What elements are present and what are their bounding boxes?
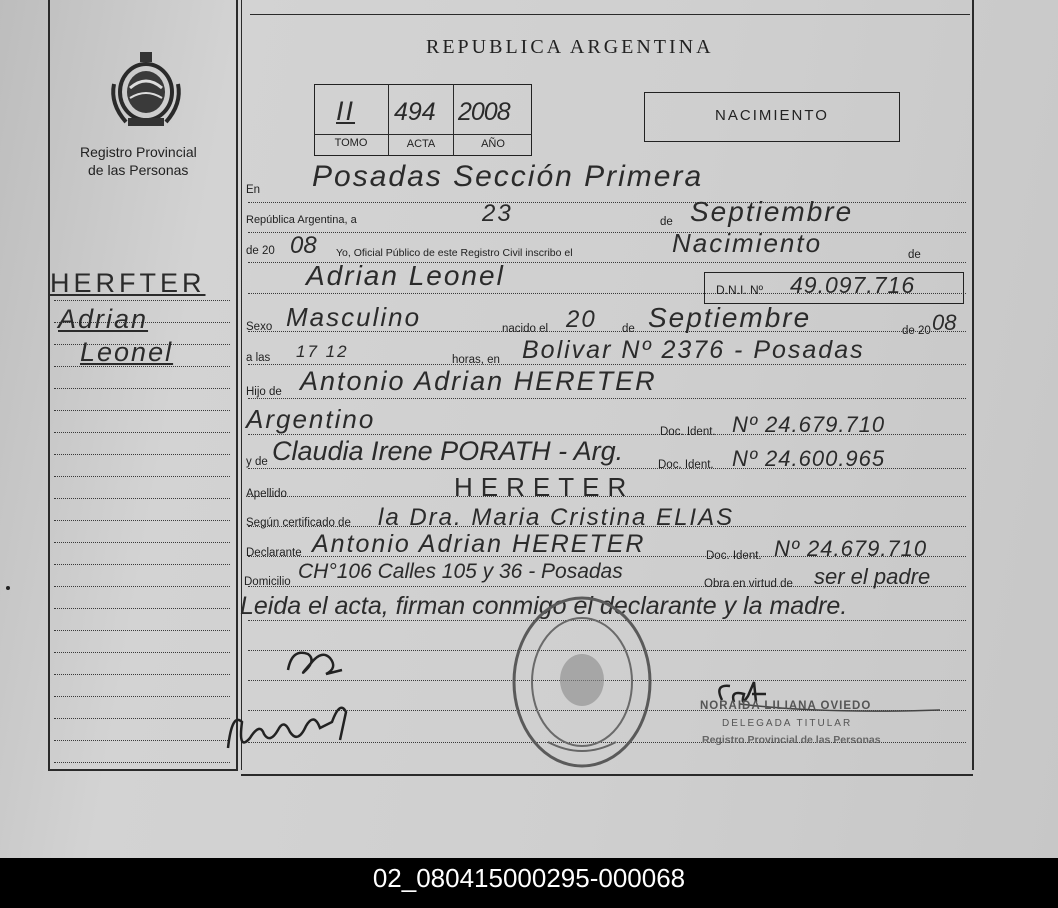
margin-ruled-line bbox=[54, 300, 230, 301]
apellido-label: Apellido bbox=[246, 488, 287, 500]
de-label: de bbox=[660, 216, 673, 228]
en-label: En bbox=[246, 184, 261, 196]
official-seal-icon bbox=[508, 592, 656, 772]
tomo-label: TOMO bbox=[334, 137, 368, 149]
margin-ruled-line bbox=[54, 608, 230, 609]
horas-label: horas, en bbox=[452, 354, 500, 366]
record-ruled-line bbox=[248, 202, 966, 203]
bottom-rule-left bbox=[48, 769, 238, 771]
margin-ruled-line bbox=[54, 718, 230, 719]
act-grid-label-rule bbox=[314, 134, 532, 135]
birth-day: 20 bbox=[566, 306, 597, 333]
right-rule bbox=[972, 0, 974, 770]
madre-value: Claudia Irene PORATH - Arg. bbox=[272, 436, 624, 466]
stamp-name: NORAIDA LILIANA OVIEDO bbox=[700, 700, 872, 712]
birth-year-label: de 20 bbox=[902, 325, 931, 337]
margin-first-name: Adrian bbox=[58, 304, 149, 334]
margin-ruled-line bbox=[54, 652, 230, 653]
official-signature-icon bbox=[700, 674, 950, 724]
record-ruled-line bbox=[248, 232, 966, 233]
sexo-value: Masculino bbox=[286, 302, 422, 332]
stamp-office: Registro Provincial de las Personas bbox=[702, 734, 881, 746]
dni-value: 49.097.716 bbox=[790, 272, 916, 298]
document-code: 02_080415000295-000068 bbox=[0, 858, 1058, 908]
day-value: 23 bbox=[482, 200, 513, 227]
dni-label: D.N.I. Nº bbox=[716, 283, 764, 297]
stamp-title: DELEGADA TITULAR bbox=[722, 718, 853, 729]
inscribo-label: Yo, Oficial Público de este Registro Civil inscribo el bbox=[336, 247, 573, 259]
top-rule bbox=[250, 14, 970, 15]
tomo-value: II bbox=[336, 96, 356, 126]
margin-ruled-line bbox=[54, 520, 230, 521]
margin-ruled-line bbox=[54, 542, 230, 543]
registry-name-line2: de las Personas bbox=[88, 162, 189, 178]
year-suffix: 08 bbox=[290, 232, 317, 259]
inscribo-value: Nacimiento bbox=[672, 228, 823, 258]
birth-year-suffix: 08 bbox=[932, 310, 957, 335]
margin-ruled-line bbox=[54, 696, 230, 697]
margin-ruled-line bbox=[54, 564, 230, 565]
obra-label: Obra en virtud de bbox=[704, 578, 793, 590]
margin-ruled-line bbox=[54, 498, 230, 499]
domicilio-value: CH°106 Calles 105 y 36 - Posadas bbox=[298, 560, 623, 583]
acta-value: 494 bbox=[394, 98, 436, 126]
padre-nacionalidad: Argentino bbox=[246, 404, 376, 434]
margin-ruled-line bbox=[54, 432, 230, 433]
de2-label: de bbox=[908, 249, 921, 261]
edge-mark bbox=[6, 586, 10, 590]
record-ruled-line bbox=[248, 398, 966, 399]
margin-ruled-line bbox=[54, 740, 230, 741]
year-prefix: de 20 bbox=[246, 245, 275, 257]
anio-value: 2008 bbox=[458, 98, 510, 126]
country-title: REPUBLICA ARGENTINA bbox=[426, 36, 714, 58]
margin-ruled-line bbox=[54, 630, 230, 631]
yde-label: y de bbox=[246, 456, 268, 468]
margin-ruled-line bbox=[54, 586, 230, 587]
padre-doc-value: Nº 24.679.710 bbox=[732, 412, 886, 437]
declarante-value: Antonio Adrian HERETER bbox=[312, 530, 646, 558]
acta-label: ACTA bbox=[406, 138, 436, 150]
act-type-title: NACIMIENTO bbox=[715, 107, 829, 124]
hora-value: 17 12 bbox=[296, 342, 349, 361]
signature-mark-2 bbox=[220, 682, 360, 762]
de3-label: de bbox=[622, 323, 635, 335]
coat-of-arms-icon bbox=[106, 44, 186, 134]
republica-label: República Argentina, a bbox=[246, 214, 357, 226]
lugar-value: Bolivar Nº 2376 - Posadas bbox=[522, 336, 865, 364]
outer-left-rule bbox=[48, 0, 50, 770]
margin-divider-b bbox=[241, 0, 242, 770]
madre-doc-value: Nº 24.600.965 bbox=[732, 446, 886, 471]
margin-divider-a bbox=[236, 0, 238, 770]
anio-label: AÑO bbox=[481, 138, 505, 150]
padre-value: Antonio Adrian HERETER bbox=[300, 366, 657, 396]
declarante-doc-label: Doc. Ident. bbox=[706, 550, 762, 562]
apellido-value: HERETER bbox=[454, 472, 635, 502]
name-value: Adrian Leonel bbox=[306, 260, 505, 291]
alas-label: a las bbox=[246, 352, 271, 364]
birth-month: Septiembre bbox=[648, 302, 812, 333]
margin-ruled-line bbox=[54, 388, 230, 389]
margin-ruled-line bbox=[54, 762, 230, 763]
margin-ruled-line bbox=[54, 410, 230, 411]
madre-doc-label: Doc. Ident. bbox=[658, 459, 714, 471]
margin-surname: HERFTER bbox=[50, 268, 206, 298]
segun-value: la Dra. Maria Cristina ELIAS bbox=[378, 504, 735, 531]
padre-doc-label: Doc. Ident. bbox=[660, 426, 716, 438]
obra-value: ser el padre bbox=[814, 564, 931, 589]
month-value: Septiembre bbox=[690, 196, 854, 227]
hijo-label: Hijo de bbox=[246, 386, 282, 398]
sexo-label: Sexo bbox=[246, 321, 273, 333]
registry-name-line1: Registro Provincial bbox=[80, 144, 197, 160]
margin-second-name: Leonel bbox=[80, 337, 174, 367]
declarante-doc-value: Nº 24.679.710 bbox=[774, 536, 928, 561]
segun-label: Según certificado de bbox=[246, 517, 351, 529]
leida-value: Leida el acta, firman conmigo el declarante y la madre. bbox=[240, 592, 848, 620]
en-value: Posadas Sección Primera bbox=[312, 160, 704, 193]
margin-ruled-line bbox=[54, 674, 230, 675]
bottom-rule-right bbox=[241, 774, 973, 776]
domicilio-label: Domicilio bbox=[244, 576, 291, 588]
margin-ruled-line bbox=[54, 454, 230, 455]
declarante-label: Declarante bbox=[246, 547, 302, 559]
nacido-label: nacido el bbox=[502, 323, 549, 335]
margin-ruled-line bbox=[54, 476, 230, 477]
